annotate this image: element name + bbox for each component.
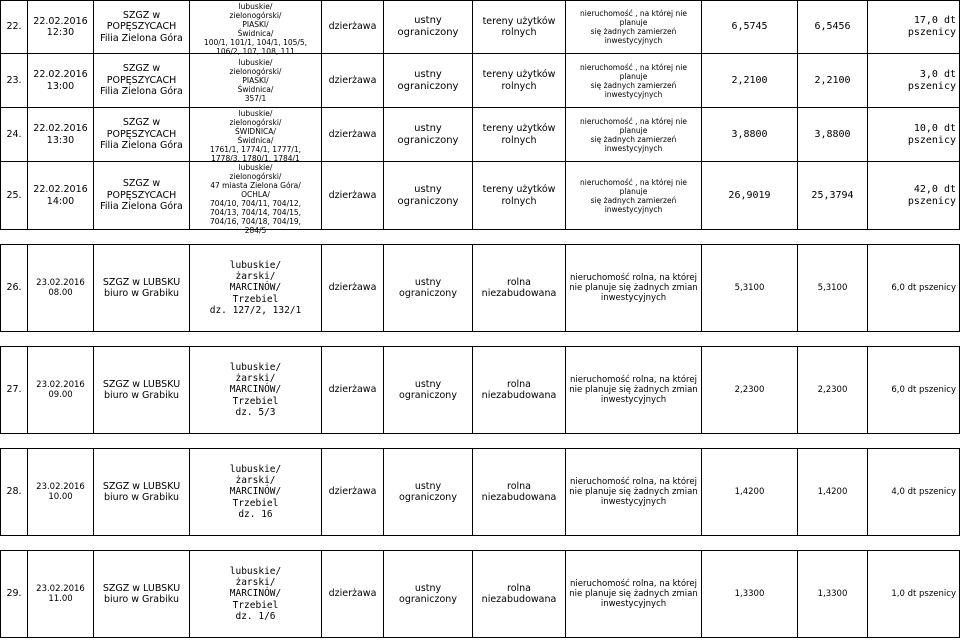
location-line: 106/2, 107, 108, 111 [216,46,295,56]
organizer-name: SZGZ w POPĘSZYCACH [106,63,177,86]
cell-number [1,1,28,54]
tender-mode: ustny ograniczony [399,276,457,299]
land-purpose: rolna [507,276,531,288]
cell-area-lease [798,347,868,434]
row-number: 26. [6,282,22,294]
gap-cell [1,230,960,245]
tender-time: 09.00 [48,390,73,400]
cell-organizer [94,347,190,434]
tender-mode: ustny [414,68,442,80]
land-purpose: tereny użytków rolnych [482,15,556,38]
area-total: 1,3300 [734,588,765,599]
tender-mode-detail: ograniczony [397,80,459,92]
area-total: 26,9019 [728,189,771,201]
plan-line: nieruchomość , na której nie planuje [580,177,687,196]
land-purpose: rolna [507,378,531,390]
organizer-branch: Filia Zielona Góra [100,140,183,152]
area-total: 3,8800 [731,128,768,140]
cell-area-lease [798,449,868,536]
row-number: 28. [6,486,22,498]
location-lines [191,58,320,103]
plan-line: się żadnych zamierzeń inwestycyjnych [590,134,677,153]
organizer-branch: biuro w Grabiku [104,390,179,401]
gap-cell [1,332,960,347]
cell-plan [566,449,702,536]
tender-date: 23.02.2016 [36,481,85,492]
organizer-branch: Filia Zielona Góra [100,32,183,44]
cell-purpose [473,54,566,108]
location-line: 47 miasta Zielona Góra/ [210,180,301,190]
area-total: 2,2300 [734,384,765,395]
area-total: 1,4200 [734,486,765,497]
row-gap [1,536,960,551]
location-line: 100/1, 101/1, 104/1, 105/5, [203,37,308,47]
land-purpose-detail: niezabudowana [481,594,557,605]
plan-line: nieruchomość , na której nie planuje [580,116,687,135]
location-line: lubuskie/ [229,463,282,475]
row-number: 23. [6,74,22,86]
cell-plan [566,1,702,54]
plan-line: nie planuje się żadnych zmian [569,588,698,599]
tender-mode-detail: ograniczony [397,195,459,207]
tender-time: 08.00 [48,288,73,298]
tender-time: 10.00 [48,492,73,502]
plan-line: nieruchomość rolna, na której [570,476,697,487]
cell-rent [868,551,960,638]
location-line: Trzebiel [232,293,279,305]
location-line: lubuskie/ [229,361,282,373]
cell-location [190,162,322,235]
cell-area-lease [798,1,868,54]
cell-area-lease [798,551,868,638]
location-line: zielonogórski/ [229,117,282,127]
row-gap [1,434,960,449]
location-line: PIASKI/ [242,76,269,85]
tender-date: 22.02.2016 [33,15,88,27]
tender-mode-detail: ograniczony [397,27,459,38]
land-purpose: rolna [507,582,531,594]
cell-organizer [94,108,190,162]
tender-date: 23.02.2016 [36,583,85,594]
plan-line: nieruchomość rolna, na której [570,272,697,283]
cell-form [322,108,384,162]
area-lease: 2,2300 [817,384,848,395]
cell-purpose [473,245,566,332]
plan-line: się żadnych zamierzeń inwestycyjnych [590,27,677,45]
location-line: Trzebiel [232,599,279,611]
cell-plan [566,108,702,162]
land-purpose-detail: niezabudowana [481,390,557,401]
cell-plan [566,551,702,638]
disposal-form: dzierżawa [328,282,377,294]
cell-organizer [94,54,190,108]
row-gap [1,332,960,347]
cell-datetime [28,54,94,108]
area-lease: 1,4200 [817,486,848,497]
cell-rent [868,108,960,162]
cell-location [190,54,322,108]
row-gap [1,230,960,245]
rent-amount: 6,0 dt pszenicy [891,282,956,293]
cell-plan [566,347,702,434]
tender-time: 11.00 [48,594,73,604]
location-line: 1761/1, 1774/1, 1777/1, [209,144,302,154]
organizer-name: SZGZ w LUBSKU [102,276,181,288]
tender-date: 23.02.2016 [36,379,85,390]
cell-form [322,347,384,434]
cell-area-lease [798,108,868,162]
tender-date: 22.02.2016 [33,123,88,135]
location-line: Trzebiel [232,497,279,509]
cell-organizer [94,162,190,230]
row-number: 27. [6,384,22,396]
organizer-name: SZGZ w POPĘSZYCACH [106,9,177,33]
cell-plan [566,162,702,230]
plan-line: inwestycyjnych [600,599,667,610]
tender-time: 14:00 [46,195,75,207]
organizer-branch: Filia Zielona Góra [100,86,183,98]
rent-amount: 17,0 dt pszenicy [907,15,956,38]
location-line: lubuskie/ [238,162,273,172]
rent-amount: 4,0 dt pszenicy [891,486,956,497]
cell-plan [566,54,702,108]
area-lease: 3,8800 [814,128,851,140]
cell-area-total [702,162,798,230]
cell-number [1,449,28,536]
cell-location [190,449,322,536]
organizer-branch: biuro w Grabiku [104,288,179,299]
plan-line: nieruchomość rolna, na której [570,374,697,385]
cell-datetime [28,449,94,536]
area-total: 5,3100 [734,282,765,293]
cell-location [190,1,322,54]
cell-form [322,245,384,332]
tender-time: 12:30 [46,27,75,38]
tender-mode: ustny ograniczony [399,582,457,605]
location-line: żarski/ [235,474,276,486]
cell-mode [384,108,473,162]
cell-purpose [473,449,566,536]
cell-mode [384,347,473,434]
plan-line: nieruchomość , na której nie planuje [580,9,687,27]
organizer-name: SZGZ w LUBSKU [102,378,181,390]
tender-date: 23.02.2016 [36,277,85,288]
cell-area-lease [798,54,868,108]
cell-location [190,245,322,332]
rent-amount: 42,0 dt pszenicy [907,183,956,207]
rent-amount: 3,0 dt pszenicy [907,68,956,92]
tender-mode: ustny [414,183,442,195]
plan-line: nie planuje się żadnych zmian [569,486,698,497]
location-line: zielonogórski/ [229,67,282,76]
gap-cell [1,536,960,551]
cell-area-total [702,347,798,434]
organizer-name: SZGZ w POPĘSZYCACH [106,117,177,140]
tender-mode: ustny ograniczony [399,480,457,503]
cell-purpose [473,162,566,230]
cell-number [1,347,28,434]
land-purpose-detail: niezabudowana [481,288,557,299]
disposal-form: dzierżawa [328,189,377,201]
location-line: 704/10, 704/11, 704/12, [209,198,302,208]
area-lease: 1,3300 [817,588,848,599]
cell-mode [384,1,473,54]
table-row [1,245,960,332]
row-number: 24. [6,128,22,140]
plan-line: inwestycyjnych [600,395,667,406]
cell-mode [384,54,473,108]
row-number: 22. [6,21,22,33]
location-line: lubuskie/ [238,58,273,67]
location-line: MARCINÓW/ [229,486,282,498]
cell-rent [868,245,960,332]
disposal-form: dzierżawa [328,384,377,396]
cell-location [190,347,322,434]
area-lease: 25,3794 [811,189,854,201]
table-row [1,162,960,230]
table-row [1,551,960,638]
cell-plan [566,245,702,332]
rent-amount: 10,0 dt pszenicy [907,122,956,146]
plan-line: nie planuje się żadnych zmian [569,384,698,395]
location-line: 704/16, 704/18, 704/19, [209,216,302,226]
location-line: MARCINÓW/ [229,384,282,396]
cell-datetime [28,551,94,638]
location-line: OCHLA/ [241,189,270,199]
cell-area-total [702,245,798,332]
plan-line: nie planuje się żadnych zmian [569,282,698,293]
cell-number [1,54,28,108]
disposal-form: dzierżawa [328,21,377,33]
location-line: dz. 16 [238,509,273,521]
cell-form [322,162,384,230]
rent-amount: 1,0 dt pszenicy [891,588,956,599]
location-line: zielonogórski/ [229,171,282,181]
cell-datetime [28,347,94,434]
cell-organizer [94,245,190,332]
cell-mode [384,162,473,230]
cell-area-lease [798,162,868,230]
location-line: zielonogórski/ [229,10,282,20]
location-lines [191,109,320,161]
location-line: dz. 127/2, 132/1 [209,305,302,317]
row-number: 29. [6,588,22,600]
cell-area-total [702,108,798,162]
cell-number [1,162,28,230]
location-line: żarski/ [235,372,276,384]
table-row [1,449,960,536]
area-lease: 5,3100 [817,282,848,293]
plan-line: nieruchomość rolna, na której [570,578,697,589]
location-line: MARCINÓW/ [229,282,282,294]
table-row [1,54,960,108]
cell-purpose [473,347,566,434]
plan-line: się żadnych zamierzeń inwestycyjnych [590,195,677,214]
area-total: 2,2100 [731,74,768,86]
tender-mode: ustny [414,122,442,134]
cell-rent [868,449,960,536]
location-line: Świdnica/ [237,85,274,94]
location-lines [191,1,320,56]
cell-number [1,551,28,638]
cell-rent [868,54,960,108]
cell-organizer [94,1,190,54]
cell-mode [384,551,473,638]
cell-area-total [702,551,798,638]
location-line: PIASKI/ [242,19,269,29]
cell-rent [868,347,960,434]
location-line: MARCINÓW/ [229,588,282,600]
cell-datetime [28,162,94,230]
location-lines [191,162,320,235]
location-line: 704/13, 704/14, 704/15, [209,207,302,217]
location-line: ŚWIDNICA/ [235,126,276,136]
plan-line: inwestycyjnych [600,293,667,304]
cell-location [190,108,322,162]
cell-purpose [473,108,566,162]
cell-mode [384,245,473,332]
tender-mode: ustny [414,15,442,26]
table-row [1,108,960,162]
organizer-name: SZGZ w POPĘSZYCACH [106,178,177,201]
area-lease: 2,2100 [814,74,851,86]
cell-datetime [28,108,94,162]
cell-number [1,108,28,162]
cell-form [322,449,384,536]
location-line: żarski/ [235,270,276,282]
area-total: 6,5745 [731,21,768,32]
organizer-branch: Filia Zielona Góra [100,201,183,213]
disposal-form: dzierżawa [328,74,377,86]
location-line: lubuskie/ [238,1,273,11]
land-purpose-detail: niezabudowana [481,492,557,503]
cell-rent [868,162,960,230]
cell-form [322,54,384,108]
cell-area-total [702,54,798,108]
plan-line: nieruchomość , na której nie planuje [580,62,687,81]
tender-date: 22.02.2016 [33,184,88,196]
cell-area-total [702,449,798,536]
cell-number [1,245,28,332]
rent-amount: 6,0 dt pszenicy [891,384,956,395]
table-row [1,347,960,434]
location-line: 357/1 [244,94,267,103]
location-line: Świdnica/ [237,28,274,38]
tender-time: 13:30 [46,134,75,146]
plan-line: inwestycyjnych [600,497,667,508]
cell-datetime [28,1,94,54]
location-line: 284/5 [244,225,267,235]
disposal-form: dzierżawa [328,486,377,498]
tender-mode: ustny ograniczony [399,378,457,401]
area-lease: 6,5456 [814,21,851,32]
land-purpose: tereny użytków rolnych [482,184,556,207]
cell-form [322,1,384,54]
location-line: żarski/ [235,576,276,588]
plan-line: się żadnych zamierzeń inwestycyjnych [590,80,677,99]
location-line: lubuskie/ [229,259,282,271]
cell-rent [868,1,960,54]
cell-form [322,551,384,638]
table-row [1,1,960,54]
cell-area-lease [798,245,868,332]
tender-time: 13:00 [46,80,75,92]
disposal-form: dzierżawa [328,588,377,600]
location-line: Trzebiel [232,395,279,407]
location-line: lubuskie/ [229,565,282,577]
organizer-name: SZGZ w LUBSKU [102,582,181,594]
location-line: lubuskie/ [238,108,273,118]
cell-mode [384,449,473,536]
tender-date: 22.02.2016 [33,69,88,81]
location-line: 1778/3, 1780/1, 1784/1 [211,153,300,163]
location-line: dz. 1/6 [235,611,276,623]
cell-location [190,551,322,638]
table-body [1,1,960,638]
land-purpose: tereny użytków rolnych [482,123,556,146]
cell-area-total [702,1,798,54]
row-number: 25. [6,189,22,201]
location-line: dz. 5/3 [235,407,276,419]
cell-organizer [94,551,190,638]
land-purpose: tereny użytków rolnych [482,69,556,92]
land-purpose: rolna [507,480,531,492]
cell-organizer [94,449,190,536]
disposal-form: dzierżawa [328,128,377,140]
cell-datetime [28,245,94,332]
cell-purpose [473,1,566,54]
organizer-branch: biuro w Grabiku [104,492,179,503]
location-line: Świdnica/ [237,135,274,145]
cell-purpose [473,551,566,638]
organizer-name: SZGZ w LUBSKU [102,480,181,492]
gap-cell [1,434,960,449]
tender-mode-detail: ograniczony [397,134,459,146]
organizer-branch: biuro w Grabiku [104,594,179,605]
